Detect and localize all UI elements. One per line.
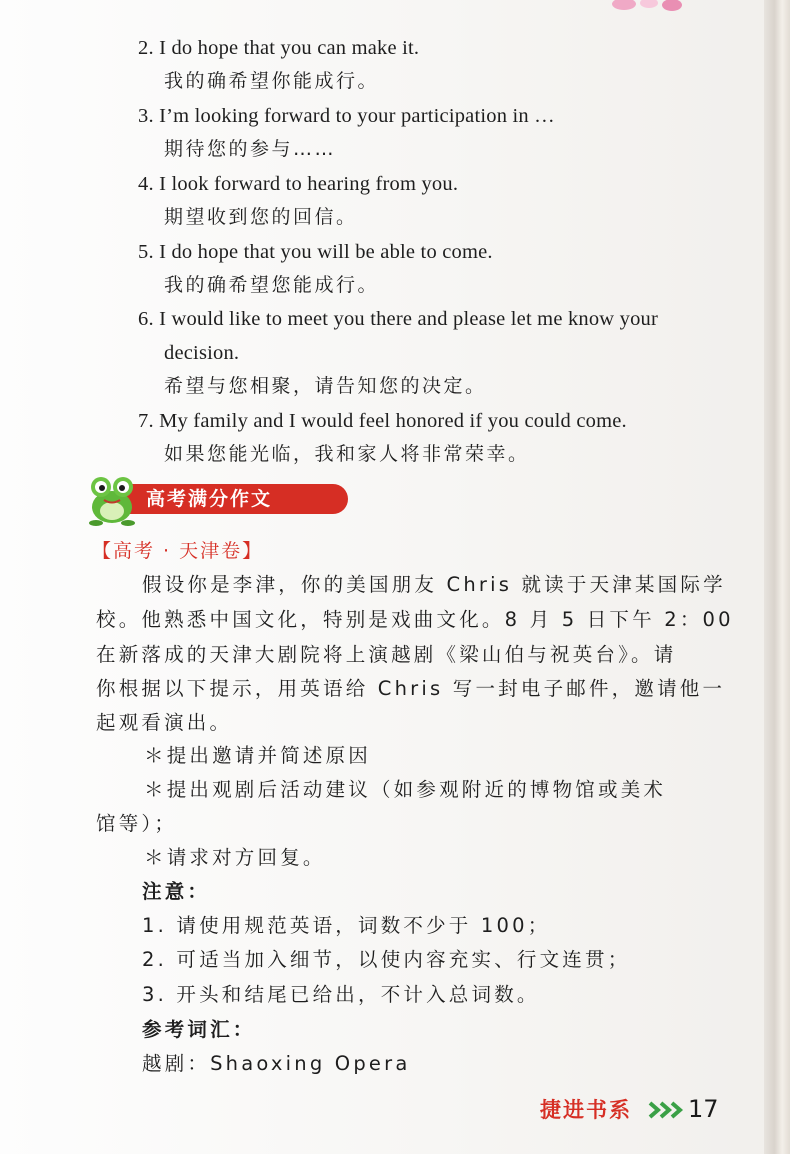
vocab-item: 越剧：Shaoxing Opera bbox=[142, 1052, 411, 1075]
page-number: 17 bbox=[688, 1095, 719, 1123]
prompt-line-1: 假设你是李津，你的美国朋友 Chris 就读于天津某国际学 bbox=[142, 573, 726, 596]
note-item-1: 1. 请使用规范英语，词数不少于 100； bbox=[142, 914, 551, 937]
note-item-3: 3. 开头和结尾已给出，不计入总词数。 bbox=[142, 983, 540, 1006]
source-tag: 【高考 · 天津卷】 bbox=[92, 540, 264, 562]
corner-decoration-icon bbox=[604, 0, 694, 14]
phrase-6-cn: 希望与您相聚，请告知您的决定。 bbox=[164, 375, 487, 397]
double-chevron-icon bbox=[648, 1100, 688, 1120]
phrase-3-cn: 期待您的参与…… bbox=[164, 138, 337, 160]
notes-title: 注意： bbox=[142, 880, 211, 903]
prompt-line-4: 你根据以下提示，用英语给 Chris 写一封电子邮件，邀请他一 bbox=[96, 677, 726, 700]
banner-title: 高考满分作文 bbox=[146, 488, 273, 510]
phrase-4-cn: 期望收到您的回信。 bbox=[164, 206, 358, 228]
prompt-line-5: 起观看演出。 bbox=[96, 711, 233, 734]
phrase-2-cn: 我的确希望你能成行。 bbox=[164, 70, 380, 92]
hint-2-cont: 馆等）； bbox=[96, 812, 178, 835]
note-item-2: 2. 可适当加入细节，以使内容充实、行文连贯； bbox=[142, 948, 631, 971]
phrase-3-en: 3. I’m looking forward to your participation in … bbox=[138, 105, 555, 127]
prompt-line-2: 校。他熟悉中国文化，特别是戏曲文化。8 月 5 日下午 2：00 bbox=[96, 608, 734, 631]
phrase-4-en: 4. I look forward to hearing from you. bbox=[138, 173, 459, 195]
phrase-5-en: 5. I do hope that you will be able to come. bbox=[138, 241, 493, 263]
phrase-7-en: 7. My family and I would feel honored if you could come. bbox=[138, 410, 627, 432]
prompt-line-3: 在新落成的天津大剧院将上演越剧《梁山伯与祝英台》。请 bbox=[96, 643, 677, 666]
phrase-5-cn: 我的确希望您能成行。 bbox=[164, 274, 380, 296]
page-edge bbox=[764, 0, 790, 1154]
hint-2: ＊提出观剧后活动建议（如参观附近的博物馆或美术 bbox=[144, 778, 667, 801]
hint-3: ＊请求对方回复。 bbox=[144, 846, 326, 869]
phrase-6-en: 6. I would like to meet you there and please let me know your bbox=[138, 308, 659, 330]
hint-1: ＊提出邀请并简述原因 bbox=[144, 744, 372, 767]
phrase-7-cn: 如果您能光临，我和家人将非常荣幸。 bbox=[164, 443, 530, 465]
section-banner bbox=[86, 473, 326, 527]
frog-icon bbox=[86, 473, 138, 527]
phrase-2-en: 2. I do hope that you can make it. bbox=[138, 37, 420, 59]
footer-brand: 捷进书系 bbox=[540, 1098, 632, 1122]
phrase-6-en-cont: decision. bbox=[164, 342, 240, 364]
vocab-title: 参考词汇： bbox=[142, 1018, 256, 1041]
